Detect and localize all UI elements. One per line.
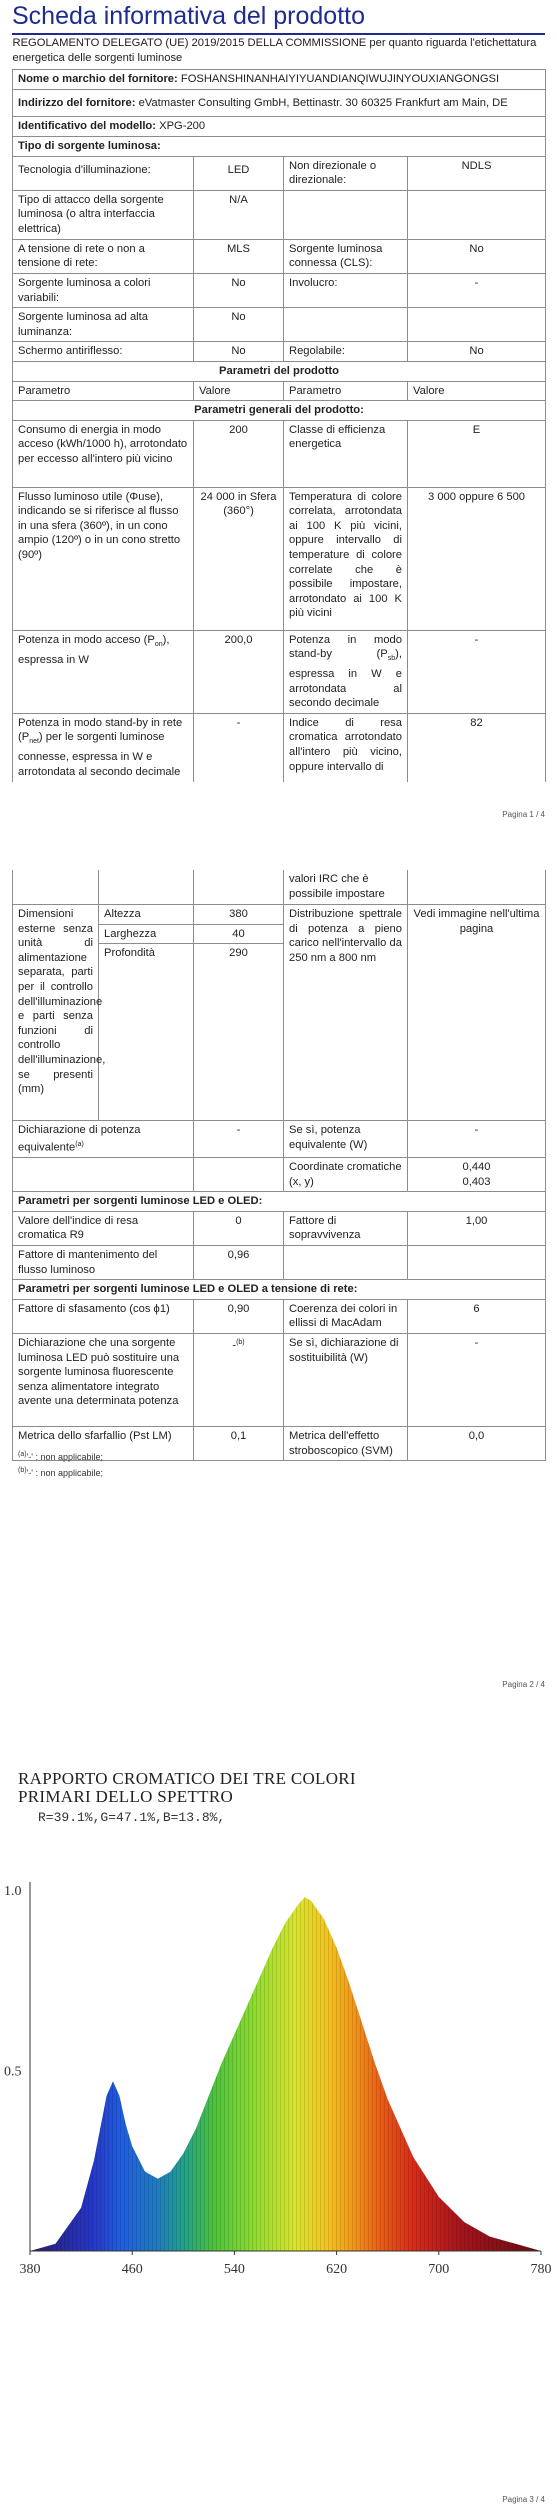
envelope-label: Involucro:	[284, 273, 408, 307]
cct-label: Temperatura di colore correlata, arrotondata ai 100 K più vicini, oppure intervallo di temperature di colore correlate che è possibile impostare, arrotondato ai 100 K più vicini	[284, 487, 408, 630]
dimmable-value: No	[408, 342, 546, 362]
footnotes	[18, 1448, 103, 1480]
mains-label: A tensione di rete o non a tensione di rete:	[13, 239, 194, 273]
macadam-label: Coerenza dei colori in ellissi di MacAdam	[284, 1299, 408, 1333]
chroma-label: Coordinate cromatiche (x, y)	[284, 1158, 408, 1192]
r9-label: Valore dell'indice di resa cromatica R9	[13, 1211, 194, 1245]
flux-label: Flusso luminoso utile (Φuse), indicando se si riferisce al flusso in una sfera (360º), in un cono ampio (120º) o in un cono stretto (90º)	[13, 487, 194, 630]
model-label: Identificativo del modello:	[18, 120, 156, 133]
page-number: Pagina 3 / 4	[502, 2495, 545, 2504]
cri-value: 82	[408, 713, 546, 781]
net-standby-label: Potenza in modo stand-by in rete $(P_{net})$ per le sorgenti luminose connesse, espressa in W e arrotondata al secondo decimale	[13, 713, 194, 781]
chart-title: RAPPORTO CROMATICO DEI TRE COLORI PRIMARI DELLO SPETTRO	[18, 1769, 356, 1806]
spectrum-stripes	[30, 1897, 541, 2251]
flicker-label: Metrica dello sfarfallio (Pst LM)	[13, 1427, 194, 1461]
width-label: Larghezza	[99, 924, 194, 944]
cri-label: Indice di resa cromatica arrotondato all'intero più vicino, oppure intervallo di	[284, 713, 408, 781]
cap-value: N/A	[194, 190, 284, 239]
page-number: Pagina 2 / 4	[502, 1680, 545, 1689]
power-factor-value: 0,90	[194, 1299, 284, 1333]
class-value: E	[408, 420, 546, 487]
high-luminance-label: Sorgente luminosa ad alta luminanza:	[13, 308, 194, 342]
replace-value: -$^{(b)}$	[194, 1334, 284, 1427]
regulation-text: REGOLAMENTO DELEGATO (UE) 2019/2015 DELLA COMMISSIONE per quanto riguarda l'etichettatura energetica delle sorgenti luminose	[12, 37, 537, 64]
height-label: Altezza	[99, 905, 194, 925]
equiv-power-yes-value: -	[408, 1121, 546, 1158]
chroma-value: 0,440 0,403	[408, 1158, 546, 1192]
supplier-name-label: Nome o marchio del fornitore:	[18, 73, 178, 86]
colour-label: Sorgente luminosa a colori variabili:	[13, 273, 194, 307]
col-header-param: Parametro	[13, 381, 194, 401]
empty-cell	[13, 870, 99, 905]
rgb-ratio: R=39.1%,G=47.1%,B=13.8%,	[38, 1810, 226, 1825]
lumen-maint-value: 0,96	[194, 1246, 284, 1280]
spectrum-chart	[0, 1760, 557, 2480]
cap-label: Tipo di attacco della sorgente luminosa (o altra interfaccia elettrica)	[13, 190, 194, 239]
product-info-table	[12, 36, 546, 782]
equiv-power-label: Dichiarazione di potenza equivalente$^{(a)}$	[13, 1121, 194, 1158]
tech-label: Tecnologia d'illuminazione:	[13, 156, 194, 190]
high-luminance-value: No	[194, 308, 284, 342]
dimensions-label: Dimensioni esterne senza unità di alimentazione separata, parti per il controllo dell'illuminazione e parti senza funzioni di controllo dell'illuminazione, se presenti (mm)	[13, 905, 99, 1121]
footnote-b: $^{(b)}$'-' : non applicabile;	[18, 1467, 104, 1478]
dimmable-label: Regolabile:	[284, 342, 408, 362]
mains-led-heading: Parametri per sorgenti luminose LED e OLED a tensione di rete:	[13, 1280, 546, 1300]
equiv-power-value: -	[194, 1121, 284, 1158]
height-value: 380	[194, 905, 284, 925]
glare-label: Schermo antiriflesso:	[13, 342, 194, 362]
empty-cell	[408, 308, 546, 342]
survival-label: Fattore di sopravvivenza	[284, 1211, 408, 1245]
supplier-address-label: Indirizzo del fornitore:	[18, 96, 136, 109]
supplier-name: FOSHANSHINANHAIYIYUANDIANQIWUJINYOUXIANGONGSI	[180, 73, 500, 86]
lumen-maint-label: Fattore di mantenimento del flusso luminoso	[13, 1246, 194, 1280]
y-tick-label: 0.5	[4, 2064, 22, 2080]
empty-cell	[99, 870, 194, 905]
page-3	[0, 1760, 557, 2510]
page-title: Scheda informativa del prodotto	[12, 2, 365, 30]
general-params-heading: Parametri generali del prodotto:	[13, 401, 546, 421]
replace-yes-value: -	[408, 1334, 546, 1427]
macadam-value: 6	[408, 1299, 546, 1333]
standby-value: -	[408, 630, 546, 713]
y-tick-label: 1.0	[4, 1884, 22, 1899]
empty-cell	[408, 1246, 546, 1280]
model-row	[13, 117, 546, 137]
spd-label: Distribuzione spettrale di potenza a pieno carico nell'intervallo da 250 nm a 800 nm	[284, 905, 408, 1121]
spd-value: Vedi immagine nell'ultima pagina	[408, 905, 546, 1121]
glare-value: No	[194, 342, 284, 362]
empty-cell	[194, 1158, 284, 1192]
energy-value: 200	[194, 420, 284, 487]
x-tick-label: 700	[428, 2262, 450, 2277]
source-type-heading: Tipo di sorgente luminosa:	[13, 136, 546, 156]
col-header-value: Valore	[194, 381, 284, 401]
page-2	[0, 870, 557, 1705]
plot-area	[4, 1882, 552, 2277]
empty-cell	[408, 190, 546, 239]
empty-cell	[13, 1158, 194, 1192]
product-params-heading: Parametri del prodotto	[13, 361, 546, 381]
x-tick-label: 540	[223, 2262, 245, 2277]
depth-value: 290	[194, 944, 284, 1121]
page-1	[0, 0, 557, 835]
supplier-name-row	[13, 70, 546, 90]
empty-cell	[408, 870, 546, 905]
title-rule	[12, 33, 545, 35]
x-tick-label: 620	[326, 2262, 348, 2277]
empty-cell	[284, 1246, 408, 1280]
nondir-label: Non direzionale o direzionale:	[284, 156, 408, 190]
cri-label-cont: valori IRC che è possibile impostare	[284, 870, 408, 905]
power-factor-label: Fattore di sfasamento (cos ϕ1)	[13, 1299, 194, 1333]
power-on-value: 200,0	[194, 630, 284, 713]
x-tick-label: 780	[530, 2262, 552, 2277]
nondir-value: NDLS	[408, 156, 546, 190]
net-standby-value: -	[194, 713, 284, 781]
cls-value: No	[408, 239, 546, 273]
mains-value: MLS	[194, 239, 284, 273]
class-label: Classe di efficienza energetica	[284, 420, 408, 487]
flux-value: 24 000 in Sfera (360°)	[194, 487, 284, 630]
energy-label: Consumo di energia in modo acceso (kWh/1000 h), arrotondato per eccesso all'intero più vicino	[13, 420, 194, 487]
equiv-power-yes-label: Se sì, potenza equivalente (W)	[284, 1121, 408, 1158]
flicker-value: 0,1	[194, 1427, 284, 1461]
page-number: Pagina 1 / 4	[502, 810, 545, 819]
supplier-address-row	[13, 89, 546, 117]
tech-value: LED	[194, 156, 284, 190]
led-oled-heading: Parametri per sorgenti luminose LED e OLED:	[13, 1192, 546, 1212]
strobo-value: 0,0	[408, 1427, 546, 1461]
cct-value: 3 000 oppure 6 500	[408, 487, 546, 630]
power-on-label: Potenza in modo acceso $(P_{on})$, espressa in W	[13, 630, 194, 713]
replace-label: Dichiarazione che una sorgente luminosa LED può sostituire una sorgente luminosa fluorescente senza alimentatore integrato avente una determinata potenza	[13, 1334, 194, 1427]
footnote-a: $^{(a)}$'-' : non applicabile;	[18, 1451, 104, 1462]
survival-value: 1,00	[408, 1211, 546, 1245]
width-value: 40	[194, 924, 284, 944]
col-header-value2: Valore	[408, 381, 546, 401]
supplier-address: eVatmaster Consulting GmbH, Bettinastr. 30 60325 Frankfurt am Main, DE	[138, 96, 508, 109]
envelope-value: -	[408, 273, 546, 307]
standby-label: Potenza in modo stand-by $(P_{sb})$, espressa in W e arrotondata al secondo decimale	[284, 630, 408, 713]
product-info-table-cont	[12, 870, 546, 1461]
colour-value: No	[194, 273, 284, 307]
empty-cell	[284, 308, 408, 342]
empty-cell	[284, 190, 408, 239]
strobo-label: Metrica dell'effetto stroboscopico (SVM)	[284, 1427, 408, 1461]
col-header-param2: Parametro	[284, 381, 408, 401]
cls-label: Sorgente luminosa connessa (CLS):	[284, 239, 408, 273]
depth-label: Profondità	[99, 944, 194, 1121]
empty-cell	[194, 870, 284, 905]
model-id: XPG-200	[159, 120, 206, 133]
r9-value: 0	[194, 1211, 284, 1245]
x-tick-label: 380	[19, 2262, 41, 2277]
x-tick-label: 460	[121, 2262, 143, 2277]
replace-yes-label: Se sì, dichiarazione di sostituibilità (W)	[284, 1334, 408, 1427]
